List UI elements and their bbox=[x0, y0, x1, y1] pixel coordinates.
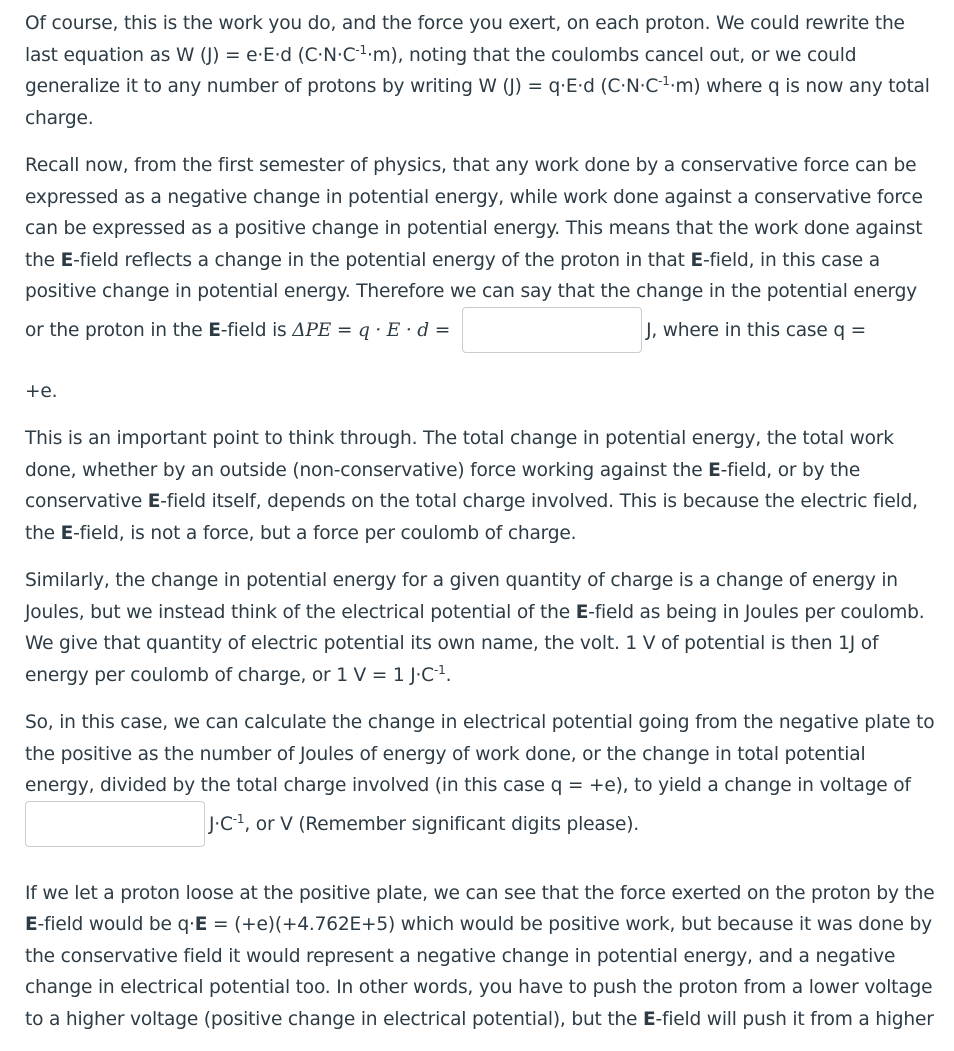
p6-bold-1: E bbox=[25, 914, 38, 935]
p3-text-1: This is an important point to think through. The total change in potential energy, the total work done, whether by an outside (non-conservative) force working against the bbox=[25, 428, 894, 481]
p4-bold-1: E bbox=[575, 601, 589, 623]
p3-bold-1: E bbox=[708, 459, 721, 481]
p2-text-4: -field is bbox=[220, 319, 293, 341]
p5-text-1: So, in this case, we can calculate the change in electrical potential going from the negative plate to the positive as the number of Joules of energy of work done, or the change in total potential energy, divided by the total charge involved (in this case q = +e), to yield a change in voltage of bbox=[25, 712, 935, 796]
paragraph-1 bbox=[25, 8, 937, 134]
p2-text-3a: -field, in this case a positive change in potential energy. Therefore we can say that the change in the potential energy bbox=[25, 249, 917, 302]
p2-after-input: J, where in this case q = bbox=[646, 319, 867, 341]
p6-text-2: -field would be q· bbox=[37, 914, 195, 935]
p2-text-2: -field reflects a change in the potential energy of the proton in that bbox=[73, 249, 691, 271]
p6-bold-2: E bbox=[194, 914, 208, 935]
p2-bold-1: E bbox=[60, 249, 74, 271]
paragraph-4 bbox=[25, 565, 937, 691]
p6-text-3: = (+e)(+4.762E+5) which would be positive work, but because it was done by the conservative field it would represent a negative change in potential energy, and a negative change in electrical potential too. In other words, you have to push the proton from a lower voltage to a higher voltage (positive change in electrical potential), but the bbox=[25, 914, 933, 1030]
p1-sup-2: -1 bbox=[658, 74, 670, 88]
p3-text-3: -field itself, depends on the total charge involved. This is because the electric field, the bbox=[25, 491, 918, 544]
p4-text-1: Similarly, the change in potential energy for a given quantity of charge is a change of energy in Joules, but we instead think of the electrical potential of the bbox=[25, 570, 898, 623]
p2-answer-line bbox=[25, 304, 937, 358]
p6-bold-3: E bbox=[642, 1008, 656, 1030]
p1-text-1: Of course, this is the work you do, and the force you exert, on each proton. We could rewrite the last equation as W (J) = e·E·d (C·N·C bbox=[25, 13, 905, 66]
p2-text-1: Recall now, from the first semester of physics, that any work done by a conservative force can be expressed as a negative change in potential energy, while work done against a conservative force can be expressed as a positive change in potential energy. This means that the work done against the bbox=[25, 155, 923, 271]
delta-pe-formula: ΔPE = q · E · d = bbox=[292, 319, 451, 341]
delta-pe-answer-input[interactable] bbox=[462, 307, 642, 353]
p3-bold-3: E bbox=[60, 522, 74, 544]
page-content bbox=[25, 8, 937, 1051]
p1-sup-1: -1 bbox=[355, 42, 367, 57]
p5-unit-sup: -1 bbox=[232, 811, 245, 826]
delta-v-answer-input[interactable] bbox=[25, 801, 205, 847]
p1-text-2: ·m), noting that the coulombs cancel out, or we could generalize it to any number of protons by writing W (J) = q·E·d (C·N·C bbox=[25, 44, 857, 97]
paragraph-5 bbox=[25, 707, 937, 802]
p3-text-2: -field, or by the conservative bbox=[25, 459, 861, 512]
paragraph-6 bbox=[25, 878, 937, 1036]
p2-trail: +e. bbox=[25, 380, 58, 402]
p4-sup-1: -1 bbox=[433, 662, 446, 677]
paragraph-3 bbox=[25, 423, 937, 549]
p4-text-3: . bbox=[445, 664, 452, 686]
p3-bold-2: E bbox=[147, 491, 161, 512]
p6-text-4: -field will push it from a higher bbox=[655, 1008, 934, 1030]
p1-text-3: ·m) where q is now any total charge. bbox=[25, 76, 930, 129]
p2-bold-2: E bbox=[690, 249, 703, 271]
p6-text-1: If we let a proton loose at the positive plate, we can see that the force exerted on the proton by the bbox=[25, 882, 935, 904]
p3-text-4: -field, is not a force, but a force per coulomb of charge. bbox=[73, 522, 577, 544]
p2-bold-3: E bbox=[208, 319, 221, 341]
p5-after-input: , or V (Remember significant digits please). bbox=[244, 813, 640, 835]
p5-unit: J·C bbox=[209, 813, 233, 835]
paragraph-2 bbox=[25, 150, 937, 308]
p4-text-2: -field as being in Joules per coulomb. We give that quantity of electric potential its own name, the volt. 1 V of potential is then 1J of energy per coulomb of charge, or 1 V = 1 J·C bbox=[25, 601, 925, 686]
p5-answer-line bbox=[25, 798, 937, 852]
p2-text-3b: or the proton in the bbox=[25, 319, 209, 341]
